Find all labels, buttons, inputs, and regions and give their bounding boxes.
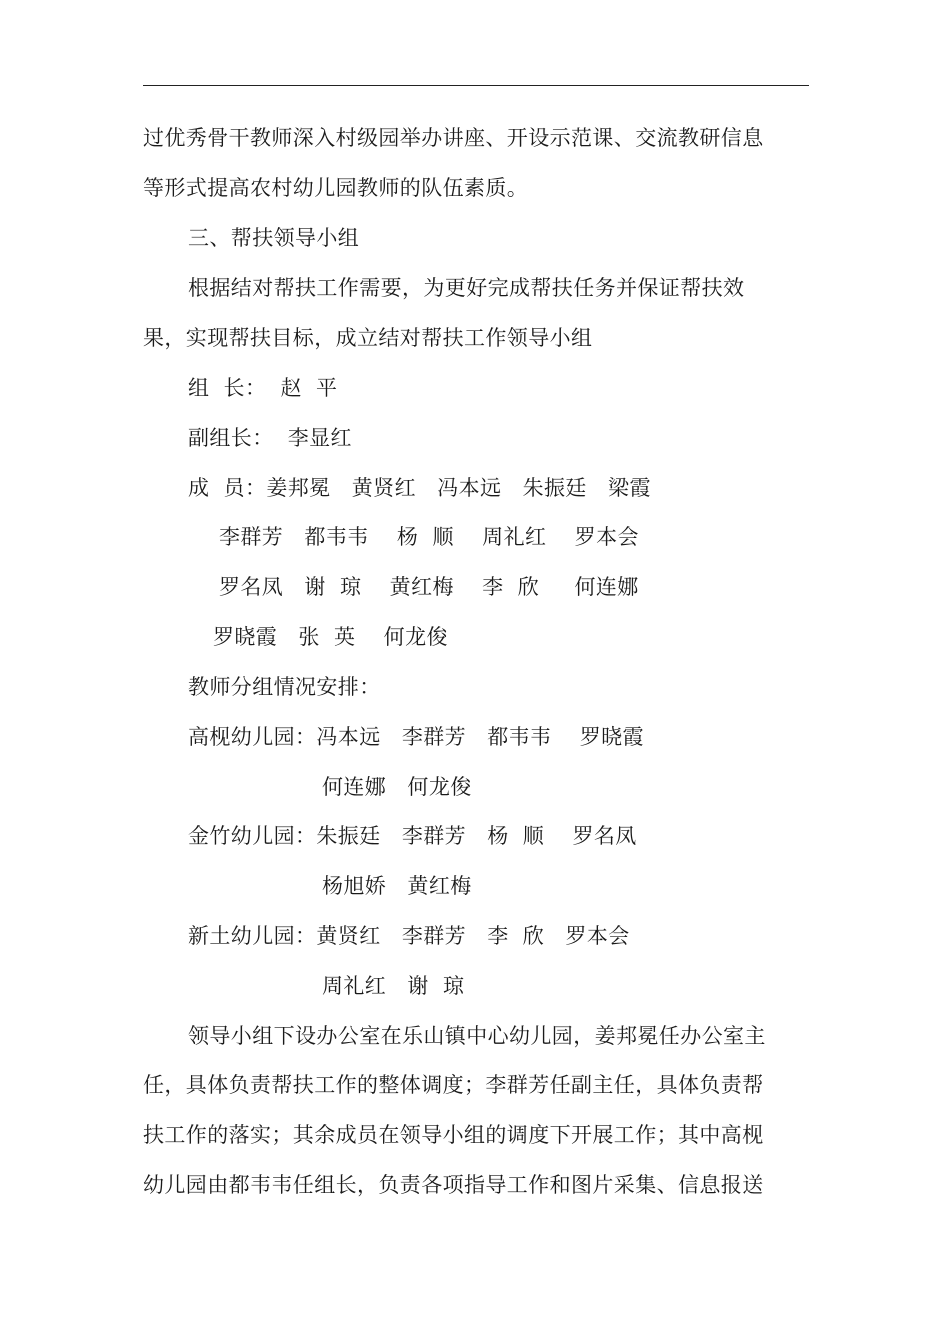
- text-line: 领导小组下设办公室在乐山镇中心幼儿园，姜邦冕任办公室主: [188, 1024, 766, 1048]
- text-line: 任，具体负责帮扶工作的整体调度；李群芳任副主任，具体负责帮: [143, 1073, 764, 1097]
- deputy-leader-line: 副组长： 李显红: [188, 426, 352, 450]
- group-line: 高枧幼儿园：冯本远 李群芳 都韦韦 罗晓霞: [188, 725, 644, 749]
- leader-line: 组 长： 赵 平: [188, 376, 338, 400]
- members-line: 罗名凤 谢 琼 黄红梅 李 欣 何连娜: [219, 575, 639, 599]
- members-line: 罗晓霞 张 英 何龙俊: [213, 625, 448, 649]
- header-rule: [143, 85, 809, 86]
- members-line: 成 员：姜邦冕 黄贤红 冯本远 朱振廷 梁霞: [188, 476, 651, 500]
- group-line: 周礼红 谢 琼: [322, 974, 465, 998]
- text-line: 幼儿园由都韦韦任组长，负责各项指导工作和图片采集、信息报送: [143, 1173, 764, 1197]
- group-line: 杨旭娇 黄红梅: [322, 874, 472, 898]
- text-line: 过优秀骨干教师深入村级园举办讲座、开设示范课、交流教研信息: [143, 126, 764, 150]
- group-line: 新土幼儿园：黄贤红 李群芳 李 欣 罗本会: [188, 924, 630, 948]
- text-line: 根据结对帮扶工作需要，为更好完成帮扶任务并保证帮扶效: [188, 276, 745, 300]
- text-line: 果，实现帮扶目标，成立结对帮扶工作领导小组: [143, 326, 593, 350]
- group-line: 何连娜 何龙俊: [322, 775, 472, 799]
- members-line: 李群芳 都韦韦 杨 顺 周礼红 罗本会: [219, 525, 639, 549]
- text-line: 扶工作的落实；其余成员在领导小组的调度下开展工作；其中高枧: [143, 1123, 764, 1147]
- section-heading: 三、帮扶领导小组: [188, 226, 360, 250]
- group-line: 金竹幼儿园：朱振廷 李群芳 杨 顺 罗名凤: [188, 824, 637, 848]
- text-line: 等形式提高农村幼儿园教师的队伍素质。: [143, 176, 529, 200]
- grouping-heading: 教师分组情况安排：: [188, 675, 381, 699]
